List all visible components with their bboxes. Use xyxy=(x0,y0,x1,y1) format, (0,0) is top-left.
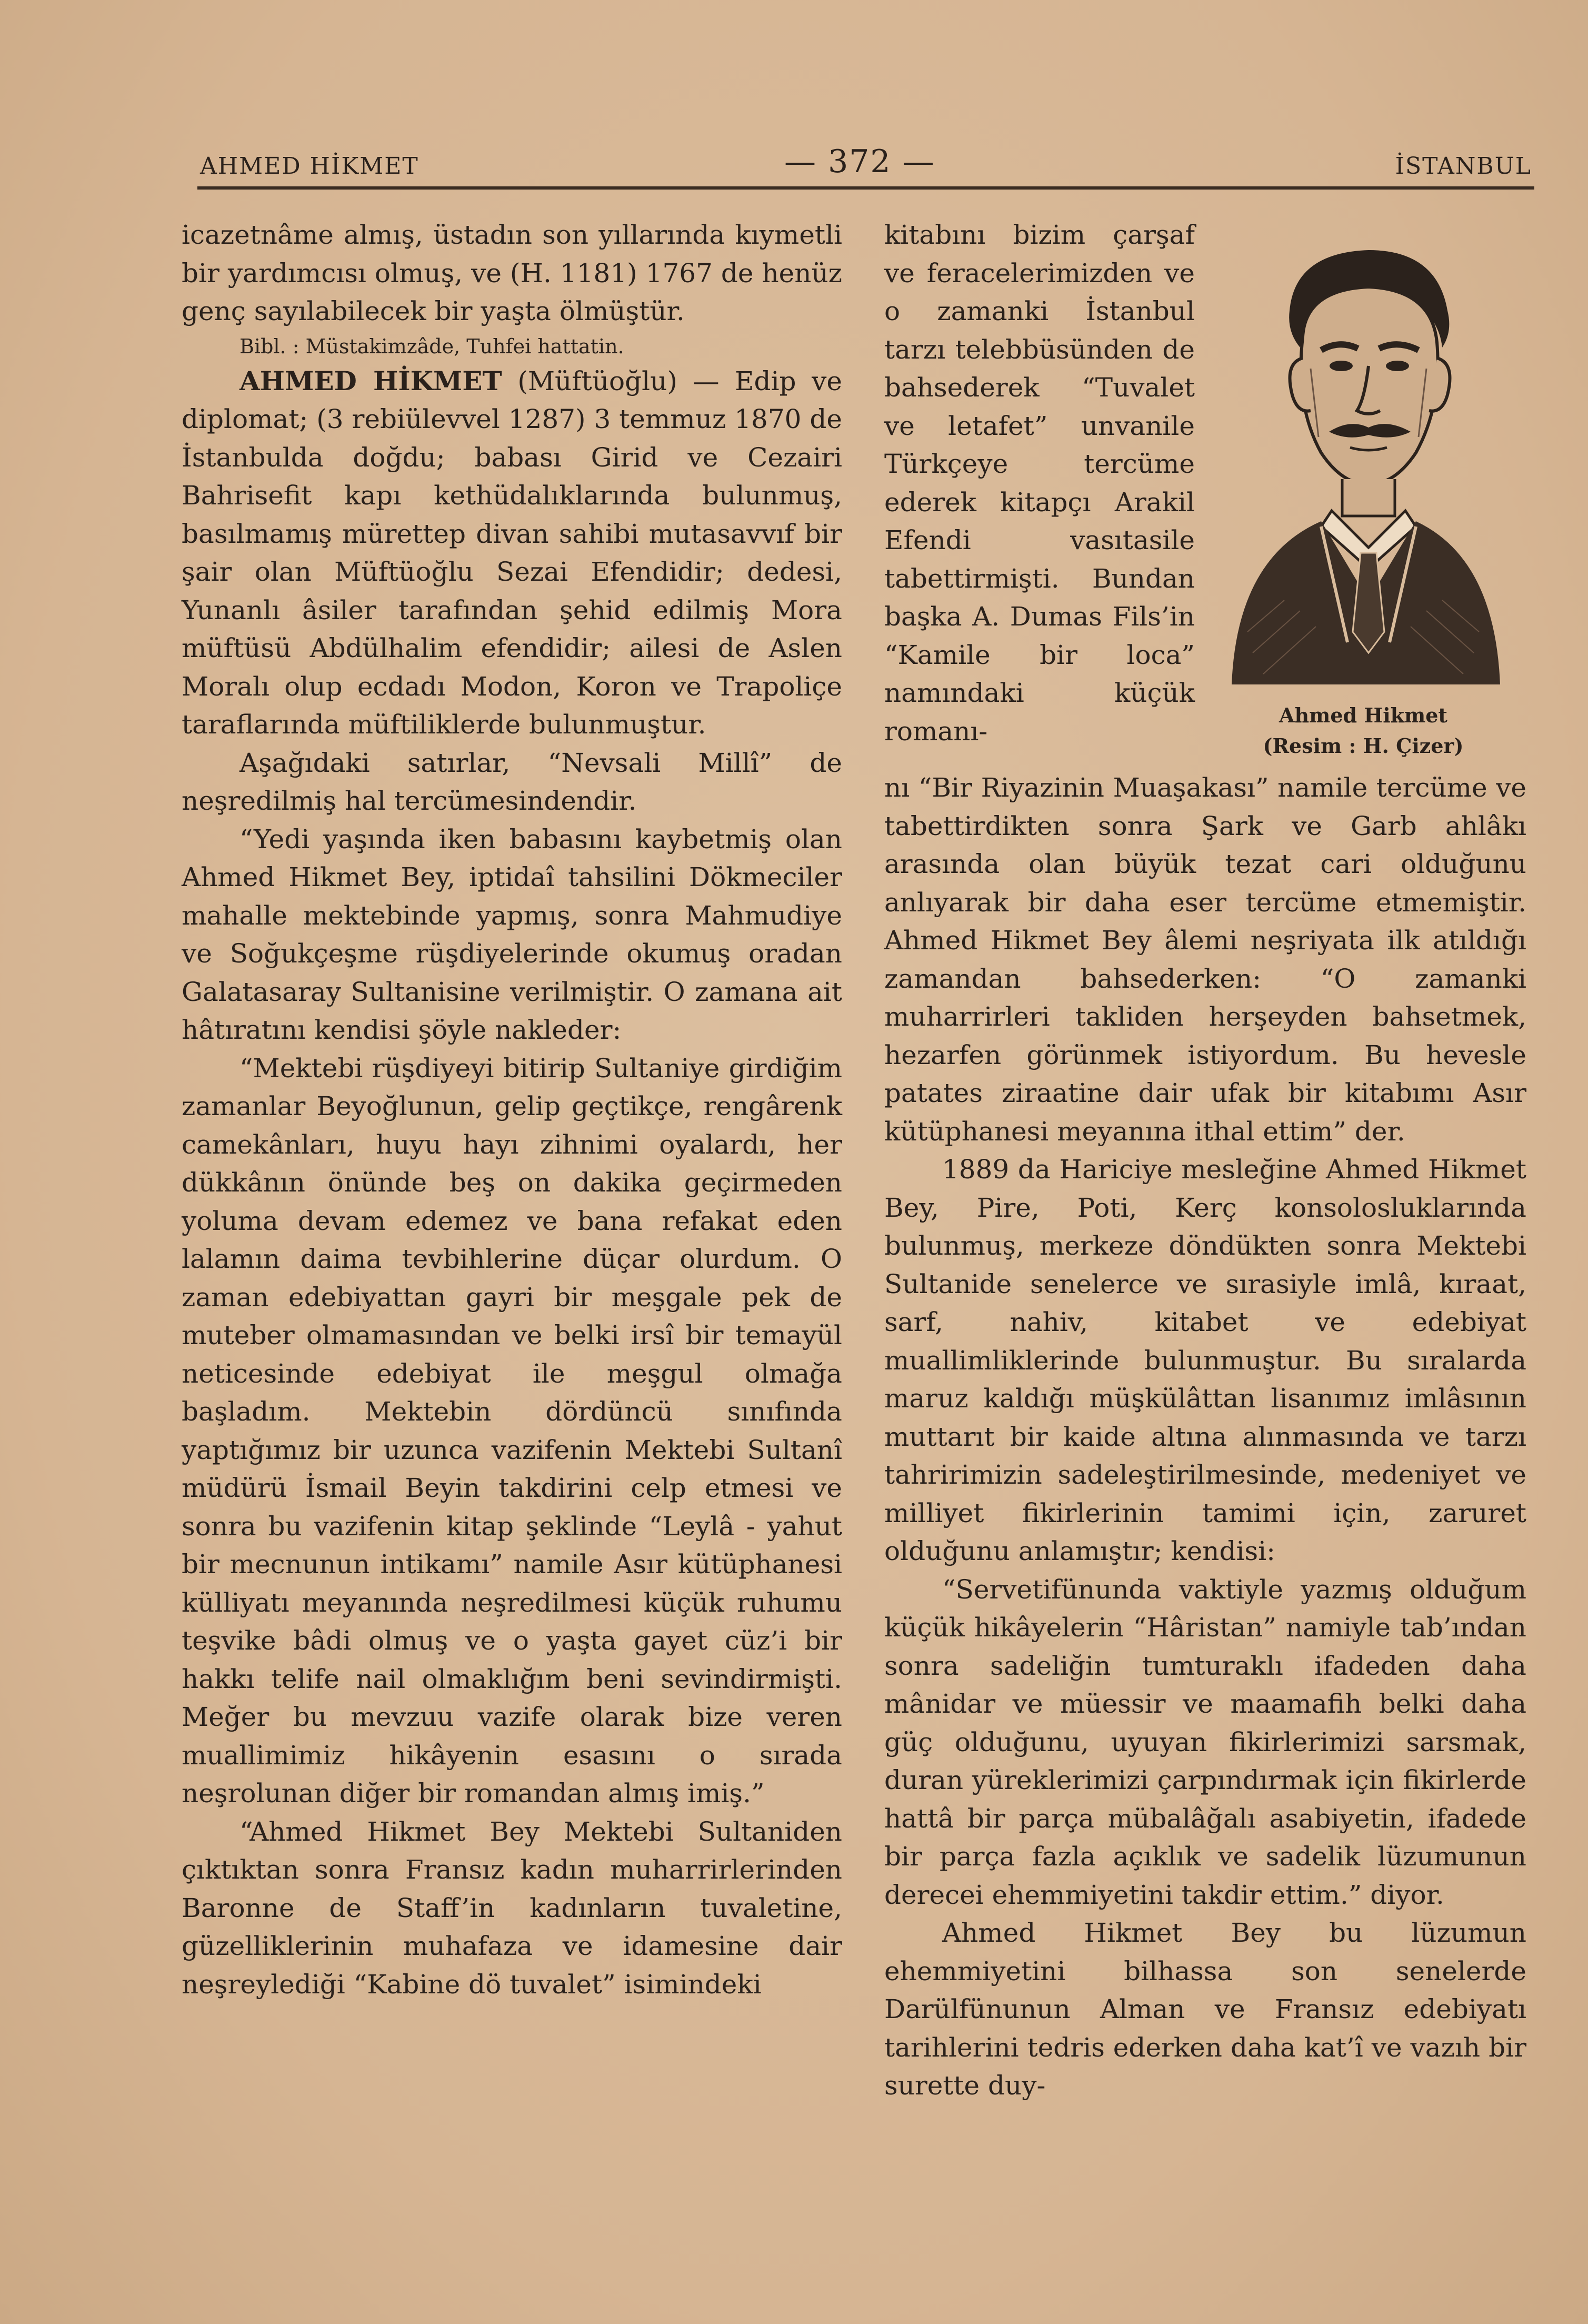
left-paragraph-5: “Mektebi rüşdiyeyi bitirip Sultaniye girdiğim zamanlar Beyoğlunun, gelip geçtikçe, rengârenk camekânları, huyu hayı zihnimi oyalardı, her dükkânın önünde beş on dakika geçirmeden yoluma devam edemez ve bana refakat eden lalamın daima tevbihlerine düçar olurdum. O zaman edebiyattan gayri bir meşgale pek de muteber olmamasından ve belki irsî bir temayül neticesinde edebiyat ile meşgul olmağa başladım. Mektebin dördüncü sınıfında yaptığımız bir uzunca vazifenin Mektebi Sultanî müdürü İsmail Beyin takdirini celp etmesi ve sonra bu vazifenin kitap şeklinde “Leylâ - yahut bir mecnunun intikamı” namile Asır kütüphanesi külliyatı meyanında neşredilmesi küçük ruhumu teşvike bâdi olmuş ve o yaşta gayet cüz’i bir hakkı telife nail olmaklığım beni sevindirmişti. Meğer bu mevzuu vazife olarak bize veren muallimimiz hikâyenin esasını o sırada neşrolunan diğer bir romandan almış imiş.” xyxy=(182,1052,842,1809)
caption-credit: (Resim : H. Çizer) xyxy=(1263,734,1464,758)
right-paragraph-2: 1889 da Hariciye mesleğine Ahmed Hikmet Bey, Pire, Poti, Kerç konsolosluklarında bulunmuş, merkeze döndükten sonra Mektebi Sultanide senelerce ve sırasiyle imlâ, kıraat, sarf, nahiv, kitabet ve edebiyat muallimliklerinde bulunmuştur. Bu sıralarda maruz kaldığı müşkülâttan lisanımız imlâsının muttarıt bir kaide altına alınmasında ve tarzı tahririmizin sadeleştirilmesinde, medeniyet ve milliyet fikirlerinin tamimi için, zaruret olduğunu anlamıştır; kendisi: xyxy=(884,1154,1526,1566)
portrait-caption xyxy=(1205,700,1521,761)
portrait-engraving-icon xyxy=(1216,232,1511,695)
caption-name: Ahmed Hikmet xyxy=(1279,703,1447,727)
left-paragraph-3: Aşağıdaki satırlar, “Nevsali Millî” de neşredilmiş hal tercümesindendir. xyxy=(182,747,842,816)
right-column-bottom xyxy=(884,769,1526,2105)
header-rule xyxy=(197,186,1534,190)
right-top-text: kitabını bizim çarşaf ve feracelerimizden ve o zamanki İstanbul tarzı telebbüsünden de bahsederek “Tuvalet ve letafet” unvanile Türkçeye tercüme ederek kitapçı Arakil Efendi vasıtasile tabettirmişti. Bundan başka A. Dumas Fils’in “Kamile bir loca” namındaki küçük romanı- xyxy=(884,220,1195,747)
left-column xyxy=(182,216,842,2003)
right-paragraph-3: “Servetifünunda vaktiyle yazmış olduğum küçük hikâyelerin “Hâristan” namiyle tab’ından sonra sadeliğin tumturaklı ifadeden daha mânidar ve müessir ve maamafih belki daha güç olduğunu, uyuyan fikirlerimizi sarsmak, duran yüreklerimizi çarpındırmak için fikirlerde hattâ bir parça mübalâğalı asabiyetin, ifadede bir parça fazla açıklık ve sadelik lüzumunun derecei ehemmiyetini takdir ettim.” diyor. xyxy=(884,1574,1526,1910)
page-number: — 372 — xyxy=(784,143,935,180)
left-paragraph-6: “Ahmed Hikmet Bey Mektebi Sultaniden çıktıktan sonra Fransız kadın muharrirlerinden Baronne de Staff’in kadınların tuvaletine, güzelliklerinin muhafaza ve idamesine dair neşreylediği “Kabine dö tuvalet” isimindeki xyxy=(182,1816,842,2000)
entry-text: (Müftüoğlu) — Edip ve diplomat; (3 rebiülevvel 1287) 3 temmuz 1870 de İstanbulda doğdu; babası Girid ve Cezairi Bahrisefit kapı kethüdalıklarında bulunmuş, basılmamış mürettep divan sahibi mutasavvıf bir şair olan Müftüoğlu Sezai Efendidir; dedesi, Yunanlı âsiler tarafından şehid edilmiş Mora müftüsü Abdülhalim efendidir; ailesi de Aslen Moralı olup ecdadı Modon, Koron ve Trapoliçe taraflarında müftiliklerde bulunmuştur. xyxy=(182,365,843,740)
bibliography-note: Bibl. : Müstakimzâde, Tuhfei hattatin. xyxy=(239,334,624,358)
right-paragraph-1: nı “Bir Riyazinin Muaşakası” namile tercüme ve tabettirdikten sonra Şark ve Garb ahlâkı arasında olan büyük tezat cari olduğunu anlıyarak bir daha eser tercüme etmemiştir. Ahmed Hikmet Bey âlemi neşriyata ilk atıldığı zamandan bahsederken: “O zamanki muharrirleri takliden herşeyden bahsetmek, hezarfen görünmek istiyordum. Bu hevesle patates ziraatine dair ufak bir kitabımı Asır kütüphanesi meyanına ithal ettim” der. xyxy=(884,772,1526,1147)
header-right-title: İSTANBUL xyxy=(1395,153,1532,180)
page-header xyxy=(200,143,1532,185)
left-paragraph-4: “Yedi yaşında iken babasını kaybetmiş olan Ahmed Hikmet Bey, iptidaî tahsilini Dökmeciler mahalle mektebinde yapmış, sonra Mahmudiye ve Soğukçeşme rüşdiyelerinde okumuş oradan Galatasaray Sultanisine verilmiştir. O zamana ait hâtıratını kendisi şöyle nakleder: xyxy=(182,823,842,1045)
header-left-title: AHMED HİKMET xyxy=(200,153,419,180)
right-column-top xyxy=(884,216,1195,750)
entry-paragraph xyxy=(182,362,842,744)
left-paragraph-1: icazetnâme almış, üstadın son yıllarında kıymetli bir yardımcısı olmuş, ve (H. 1181) 1767 de henüz genç sayılabilecek bir yaşta ölmüştür. xyxy=(182,220,842,326)
portrait-illustration xyxy=(1216,232,1511,695)
right-paragraph-4: Ahmed Hikmet Bey bu lüzumun ehemmiyetini bilhassa son senelerde Darülfünunun Alman ve Fransız edebiyatı tarihlerini tedris ederken daha kat’î ve vazıh bir surette duy- xyxy=(884,1918,1526,2101)
entry-name: AHMED HİKMET xyxy=(239,365,502,396)
